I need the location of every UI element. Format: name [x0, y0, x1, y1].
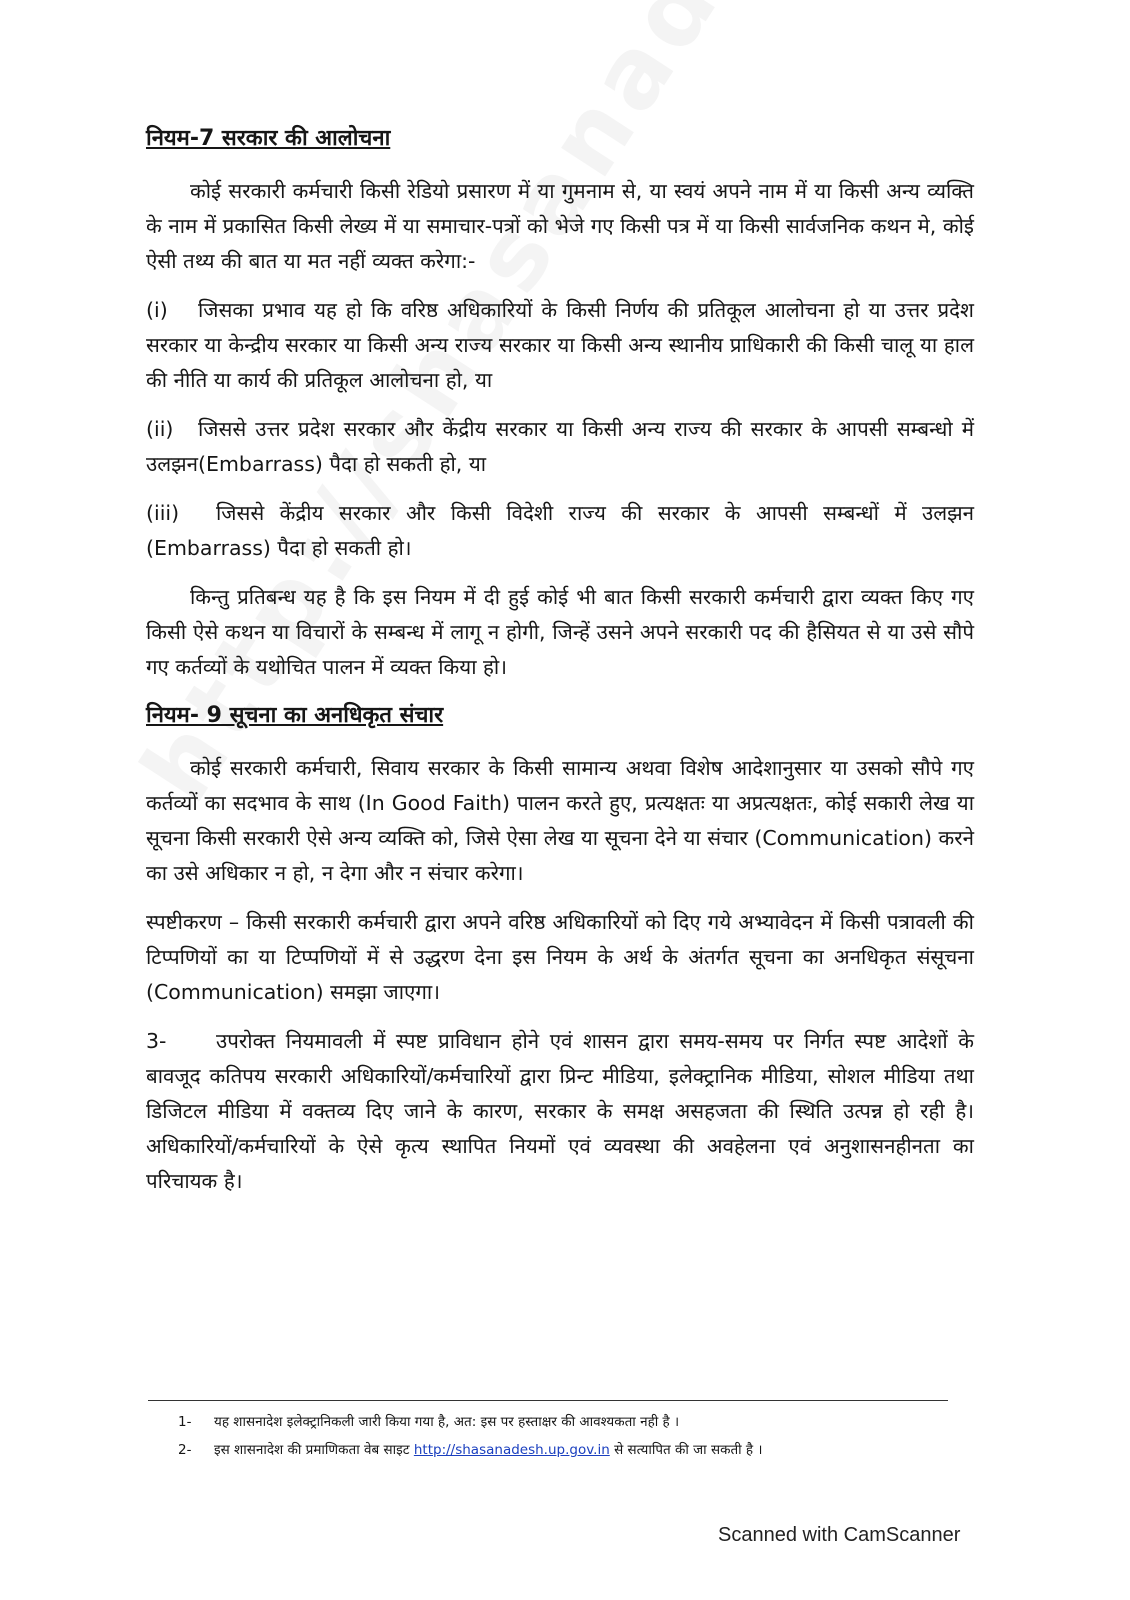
rule7-item-i	[146, 293, 974, 398]
footnote-text: यह शासनादेश इलेक्ट्रानिकली जारी किया गया है, अत: इस पर हस्ताक्षर की आवश्यकता नही है ।	[214, 1414, 680, 1430]
footnote-number: 2-	[178, 1442, 192, 1458]
footnote-number: 1-	[178, 1414, 192, 1430]
camscanner-label: Scanned with CamScanner	[718, 1524, 961, 1546]
rule7-item-iii	[146, 496, 974, 566]
footnote-1	[178, 1408, 948, 1436]
rule9-explanation: स्पष्टीकरण – किसी सरकारी कर्मचारी द्वारा अपने वरिष्ठ अधिकारियों को दिए गये अभ्यावेदन में किसी पत्रावली की टिप्पणियों का या टिप्पणियों में से उद्धरण देना इस नियम के अर्थ के अंतर्गत सूचना का अनधिकृत संसूचना (Communication) समझा जाएगा।	[146, 910, 974, 1004]
footnote-text-pre: इस शासनादेश की प्रमाणिकता वेब साइट	[214, 1442, 410, 1458]
para-3	[146, 1024, 974, 1199]
item-label: (iii)	[146, 501, 180, 525]
rule7-item-ii	[146, 412, 974, 482]
rule7-proviso: किन्तु प्रतिबन्ध यह है कि इस नियम में दी हुई कोई भी बात किसी सरकारी कर्मचारी द्वारा व्यक्त किए गए किसी ऐसे कथन या विचारों के सम्बन्ध में लागू न होगी, जिन्हें उसने अपने सरकारी पद की हैसियत से या उसे सौपे गए कर्तव्यों के यथोचित पालन में व्यक्त किया हो।	[146, 585, 974, 679]
rule7-heading: नियम-7 सरकार की आलोचना	[146, 126, 391, 151]
item-text: जिसका प्रभाव यह हो कि वरिष्ठ अधिकारियों के किसी निर्णय की प्रतिकूल आलोचना हो या उत्तर प्रदेश सरकार या केन्द्रीय सरकार या किसी अन्य राज्य सरकार या किसी अन्य स्थानीय प्राधिकारी की किसी चालू या हाल की नीति या कार्य की प्रतिकूल आलोचना हो, या	[146, 298, 974, 392]
footnote-2	[178, 1436, 948, 1464]
para-label: 3-	[146, 1029, 167, 1053]
footnotes	[178, 1408, 948, 1464]
shasanadesh-link[interactable]: http://shasanadesh.up.gov.in	[413, 1442, 610, 1458]
rule7-intro: कोई सरकारी कर्मचारी किसी रेडियो प्रसारण में या गुमनाम से, या स्वयं अपने नाम में या किसी अन्य व्यक्ति के नाम में प्रकासित किसी लेख्य में या समाचार-पत्रों को भेजे गए किसी पत्र में या किसी सार्वजनिक कथन मे, कोई ऐसी तथ्य की बात या मत नहीं व्यक्त करेगा:-	[146, 179, 974, 273]
footnote-text	[214, 1436, 763, 1464]
item-label: (i)	[146, 298, 168, 322]
document-body	[146, 122, 974, 1213]
para-text: उपरोक्त नियमावली में स्पष्ट प्राविधान होने एवं शासन द्वारा समय-समय पर निर्गत स्पष्ट आदेशों के बावजूद कतिपय सरकारी अधिकारियों/कर्मचारियों द्वारा प्रिन्ट मीडिया, इलेक्ट्रानिक मीडिया, सोशल मीडिया तथा डिजिटल मीडिया में वक्तव्य दिए जाने के कारण, सरकार के समक्ष असहजता की स्थिति उत्पन्न हो रही है। अधिकारियों/कर्मचारियों के ऐसे कृत्य स्थापित नियमों एवं व्यवस्था की अवहेलना एवं अनुशासनहीनता का परिचायक है।	[146, 1029, 974, 1193]
rule9-heading: नियम- 9 सूचना का अनधिकृत संचार	[146, 703, 444, 728]
footnote-text-post: से सत्यापित की जा सकती है ।	[614, 1442, 763, 1458]
rule9-body: कोई सरकारी कर्मचारी, सिवाय सरकार के किसी सामान्य अथवा विशेष आदेशानुसार या उसको सौपे गए कर्तव्यों का सदभाव के साथ (In Good Faith) पालन करते हुए, प्रत्यक्षतः या अप्रत्यक्षतः, कोई सकारी लेख या सूचना किसी सरकारी ऐसे अन्य व्यक्ति को, जिसे ऐसा लेख या सूचना देने या संचार (Communication) करने का उसे अधिकार न हो, न देगा और न संचार करेगा।	[146, 756, 974, 885]
footnote-divider	[148, 1400, 948, 1401]
item-text: जिससे उत्तर प्रदेश सरकार और केंद्रीय सरकार या किसी अन्य राज्य की सरकार के आपसी सम्बन्धो में उलझन(Embarrass) पैदा हो सकती हो, या	[146, 417, 974, 476]
item-label: (ii)	[146, 417, 174, 441]
item-text: जिससे केंद्रीय सरकार और किसी विदेशी राज्य की सरकार के आपसी सम्बन्धों में उलझन (Embarrass) पैदा हो सकती हो।	[146, 501, 974, 560]
